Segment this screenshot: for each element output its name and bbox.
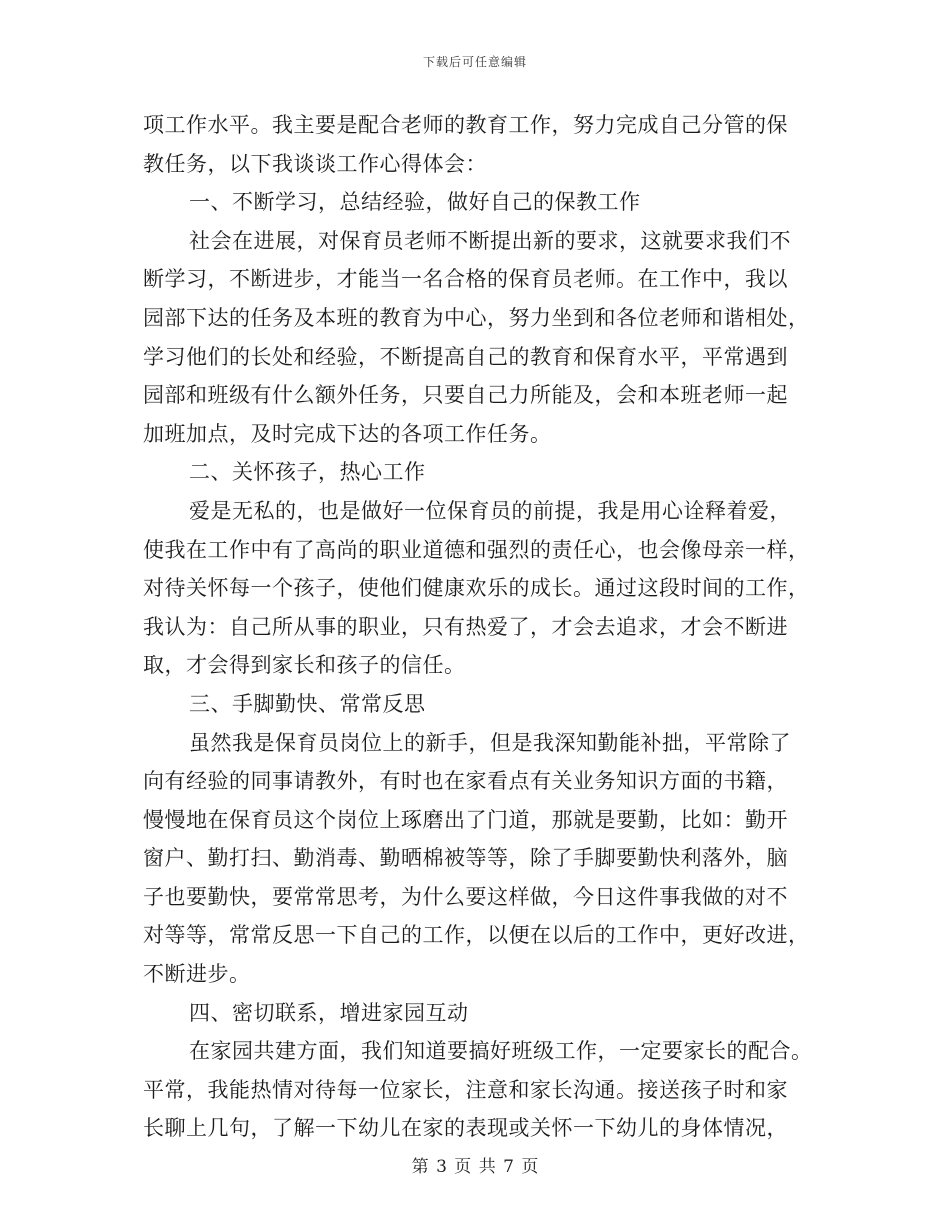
text-line: 子也要勤快，要常常思考，为什么要这样做，今日这件事我做的对不 <box>143 884 788 909</box>
text-line: 对等等，常常反思一下自己的工作，以便在以后的工作中，更好改进， <box>143 923 810 948</box>
text-line: 平常，我能热情对待每一位家长，注意和家长沟通。接送孩子时和家 <box>143 1077 788 1102</box>
text-line: 虽然我是保育员岗位上的新手，但是我深知勤能补拙，平常除了 <box>189 730 791 755</box>
document-body <box>143 106 811 1148</box>
text-line: 社会在进展，对保育员老师不断提出新的要求，这就要求我们不 <box>189 228 791 253</box>
text-line: 断学习，不断进步，才能当一名合格的保育员老师。在工作中，我以 <box>143 267 788 292</box>
text-line: 窗户、勤打扫、勤消毒、勤晒棉被等等，除了手脚要勤快利落外，脑 <box>143 846 788 871</box>
text-line: 园部和班级有什么额外任务，只要自己力所能及，会和本班老师一起 <box>143 383 788 408</box>
page-footer: 第 3 页 共 7 页 <box>411 1157 539 1177</box>
text-line: 慢慢地在保育员这个岗位上琢磨出了门道，那就是要勤，比如：勤开 <box>143 807 788 832</box>
text-line: 学习他们的长处和经验，不断提高自己的教育和保育水平，平常遇到 <box>143 344 788 369</box>
text-line: 使我在工作中有了高尚的职业道德和强烈的责任心，也会像母亲一样， <box>143 537 810 562</box>
text-line: 教任务，以下我谈谈工作心得体会： <box>143 151 487 176</box>
text-line: 加班加点，及时完成下达的各项工作任务。 <box>143 421 552 446</box>
text-line: 取，才会得到家长和孩子的信任。 <box>143 653 466 678</box>
text-line: 四、密切联系，增进家园互动 <box>189 1000 469 1025</box>
text-line: 对待关怀每一个孩子，使他们健康欢乐的成长。通过这段时间的工作， <box>143 576 810 601</box>
text-line: 在家园共建方面，我们知道要搞好班级工作，一定要家长的配合。 <box>189 1039 813 1064</box>
text-line: 园部下达的任务及本班的教育为中心，努力坐到和各位老师和谐相处， <box>143 305 810 330</box>
text-line: 不断进步。 <box>143 962 251 987</box>
page-header: 下载后可任意编辑 <box>422 55 527 69</box>
text-line: 爱是无私的，也是做好一位保育员的前提，我是用心诠释着爱， <box>189 498 791 523</box>
text-line: 三、手脚勤快、常常反思 <box>189 691 426 716</box>
text-line: 我认为：自己所从事的职业，只有热爱了，才会去追求，才会不断进 <box>143 614 788 639</box>
text-line: 长聊上几句，了解一下幼儿在家的表现或关怀一下幼儿的身体情况， <box>143 1116 788 1141</box>
text-line: 一、不断学习，总结经验，做好自己的保教工作 <box>189 190 641 215</box>
text-line: 向有经验的同事请教外，有时也在家看点有关业务知识方面的书籍， <box>143 769 788 794</box>
text-line: 项工作水平。我主要是配合老师的教育工作，努力完成自己分管的保 <box>143 113 788 137</box>
text-line: 二、关怀孩子，热心工作 <box>189 460 426 485</box>
